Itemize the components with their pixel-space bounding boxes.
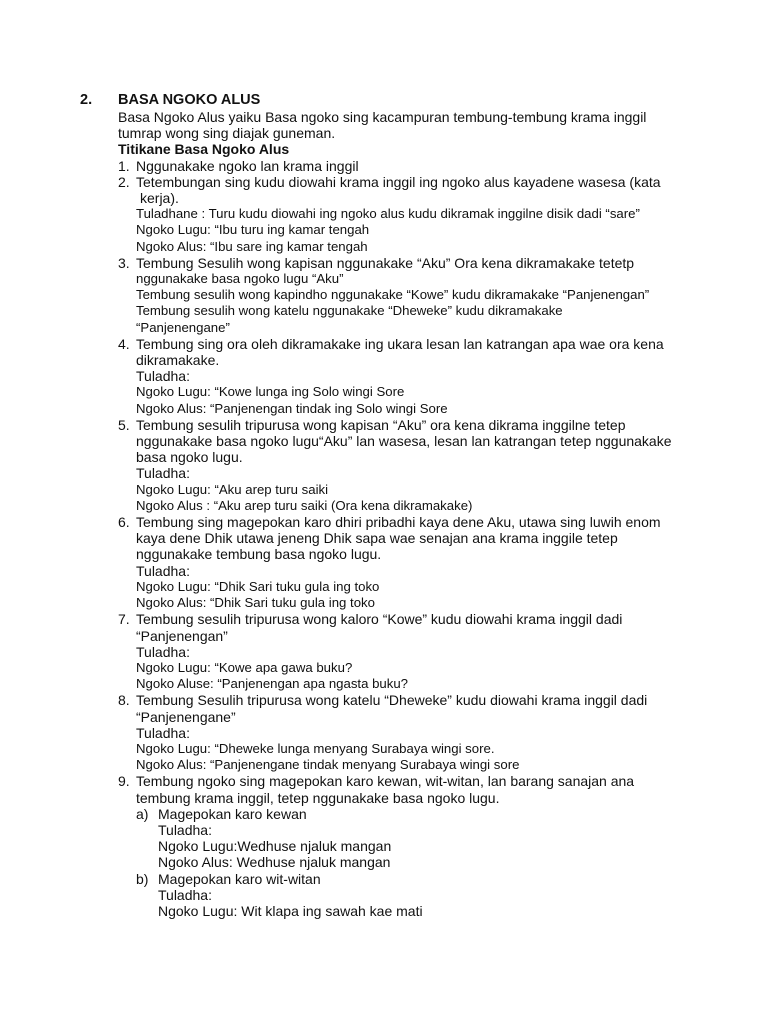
item-line: “Panjenengan”	[136, 627, 228, 644]
example-line: Tembung sesulih wong katelu nggunakake “Dheweke” kudu dikramakake	[136, 303, 563, 319]
list-item-6	[118, 514, 718, 611]
item-line: Tuladha:	[136, 368, 190, 385]
sub-item-title: Magepokan karo kewan	[158, 805, 307, 822]
item-line: Tuladha:	[136, 724, 190, 741]
list-item-1	[118, 158, 718, 174]
item-line: Tembung sesulih tripurusa wong kaloro “Kowe” kudu diowahi krama inggil dadi	[136, 611, 623, 628]
item-line: Tembung sing ora oleh dikramakake ing ukara lesan lan katrangan apa wae ora kena	[136, 335, 664, 352]
item-number: 1.	[118, 157, 130, 174]
item-line: kaya dene Dhik utawa jeneng Dhik sapa wae senajan ana krama inggile tetep	[136, 530, 618, 547]
item-number: 6.	[118, 514, 130, 531]
example-line: Tembung sesulih wong kapindho nggunakake “Kowe” kudu dikramakake “Panjenengan”	[136, 287, 650, 303]
item-line: Tetembungan sing kudu diowahi krama inggil ing ngoko alus kayadene wasesa (kata	[136, 173, 661, 190]
item-line: dikramakake.	[136, 352, 220, 369]
item-line: Nggunakake ngoko lan krama inggil	[136, 157, 359, 174]
list-item-2	[118, 174, 718, 255]
example-line: Ngoko Lugu: “Aku arep turu saiki	[136, 481, 329, 497]
item-line: “Panjenengane”	[136, 708, 236, 725]
section-number: 2.	[80, 92, 93, 108]
sub-item-title: Magepokan karo wit-witan	[158, 870, 321, 887]
example-line: Ngoko Alus: “Dhik Sari tuku gula ing toko	[136, 595, 375, 611]
item-line: nggunakake tembung basa ngoko lugu.	[136, 546, 382, 563]
example-line: Ngoko Alus: “Panjenengane tindak menyang Surabaya wingi sore	[136, 757, 520, 773]
intro-line: tumrap wong sing diajak guneman.	[118, 125, 336, 142]
example-line: Tuladhane : Turu kudu diowahi ing ngoko alus kudu dikramak inggilne disik dadi “sare”	[136, 206, 640, 222]
example-line: Ngoko Lugu: “Ibu turu ing kamar tengah	[136, 222, 370, 238]
sub-item-b	[118, 871, 718, 920]
item-line: kerja).	[140, 190, 179, 207]
list-item-9	[118, 773, 718, 805]
item-line: Tembung Sesulih wong kapisan nggunakake “Aku” Ora kena dikramakake tetetp	[136, 254, 635, 271]
example-line: Ngoko Lugu: “Dheweke lunga menyang Surabaya wingi sore.	[136, 740, 495, 756]
subheading: Titikane Basa Ngoko Alus	[118, 141, 290, 158]
sub-item-a	[118, 806, 718, 871]
item-line: Tembung Sesulih tripurusa wong katelu “Dheweke” kudu diowahi krama inggil dadi	[136, 692, 648, 709]
intro-line: Basa Ngoko Alus yaiku Basa ngoko sing kacampuran tembung-tembung krama inggil	[118, 109, 647, 125]
sub-item-line: Ngoko Alus: Wedhuse njaluk mangan	[158, 854, 391, 871]
item-line: Tembung ngoko sing magepokan karo kewan, wit-witan, lan barang sanajan ana	[136, 773, 635, 790]
item-number: 5.	[118, 416, 130, 433]
item-line: basa ngoko lugu.	[136, 449, 243, 466]
example-line: Ngoko Alus : “Aku arep turu saiki (Ora kena dikramakake)	[136, 497, 473, 513]
list-item-8	[118, 692, 718, 773]
example-line: Ngoko Lugu: “Kowe lunga ing Solo wingi Sore	[136, 384, 405, 400]
list-item-4	[118, 336, 718, 417]
document-body	[118, 109, 718, 919]
list-item-3	[118, 255, 718, 336]
sub-item-line: Tuladha:	[158, 886, 212, 903]
item-line: Tembung sing magepokan karo dhiri pribadhi kaya dene Aku, utawa sing luwih enom	[136, 514, 661, 531]
sub-item-line: Ngoko Lugu:Wedhuse njaluk mangan	[158, 838, 392, 855]
example-line: Ngoko Lugu: “Dhik Sari tuku gula ing toko	[136, 578, 380, 594]
example-line: Ngoko Alus: “Ibu sare ing kamar tengah	[136, 238, 368, 254]
item-number: 4.	[118, 335, 130, 352]
item-line: tembung krama inggil, tetep nggunakake basa ngoko lugu.	[136, 789, 500, 806]
item-number: 9.	[118, 773, 130, 790]
list-item-5	[118, 417, 718, 514]
item-line: nggunakake basa ngoko lugu“Aku” lan wasesa, lesan lan katrangan tetep nggunakake	[136, 433, 672, 450]
item-number: 3.	[118, 254, 130, 271]
item-line: Tuladha:	[136, 465, 190, 482]
sub-item-line: Tuladha:	[158, 821, 212, 838]
section-title: BASA NGOKO ALUS	[118, 92, 261, 108]
item-number: 2.	[118, 173, 130, 190]
sub-item-letter: a)	[136, 805, 149, 822]
example-line: Ngoko Alus: “Panjenengan tindak ing Solo wingi Sore	[136, 400, 448, 416]
example-line: “Panjenengane”	[136, 319, 230, 335]
example-line: Ngoko Lugu: “Kowe apa gawa buku?	[136, 659, 353, 675]
item-number: 8.	[118, 692, 130, 709]
item-number: 7.	[118, 611, 130, 628]
sub-item-letter: b)	[136, 870, 149, 887]
item-line: Tuladha:	[136, 643, 190, 660]
list-item-7	[118, 611, 718, 692]
sub-item-line: Ngoko Lugu: Wit klapa ing sawah kae mati	[158, 902, 423, 919]
example-line: Ngoko Aluse: “Panjenengan apa ngasta buku?	[136, 676, 409, 692]
section-heading	[80, 91, 260, 109]
example-line: nggunakake basa ngoko lugu “Aku”	[136, 271, 344, 287]
item-line: Tuladha:	[136, 562, 190, 579]
item-line: Tembung sesulih tripurusa wong kapisan “Aku” ora kena dikrama inggilne tetep	[136, 416, 626, 433]
